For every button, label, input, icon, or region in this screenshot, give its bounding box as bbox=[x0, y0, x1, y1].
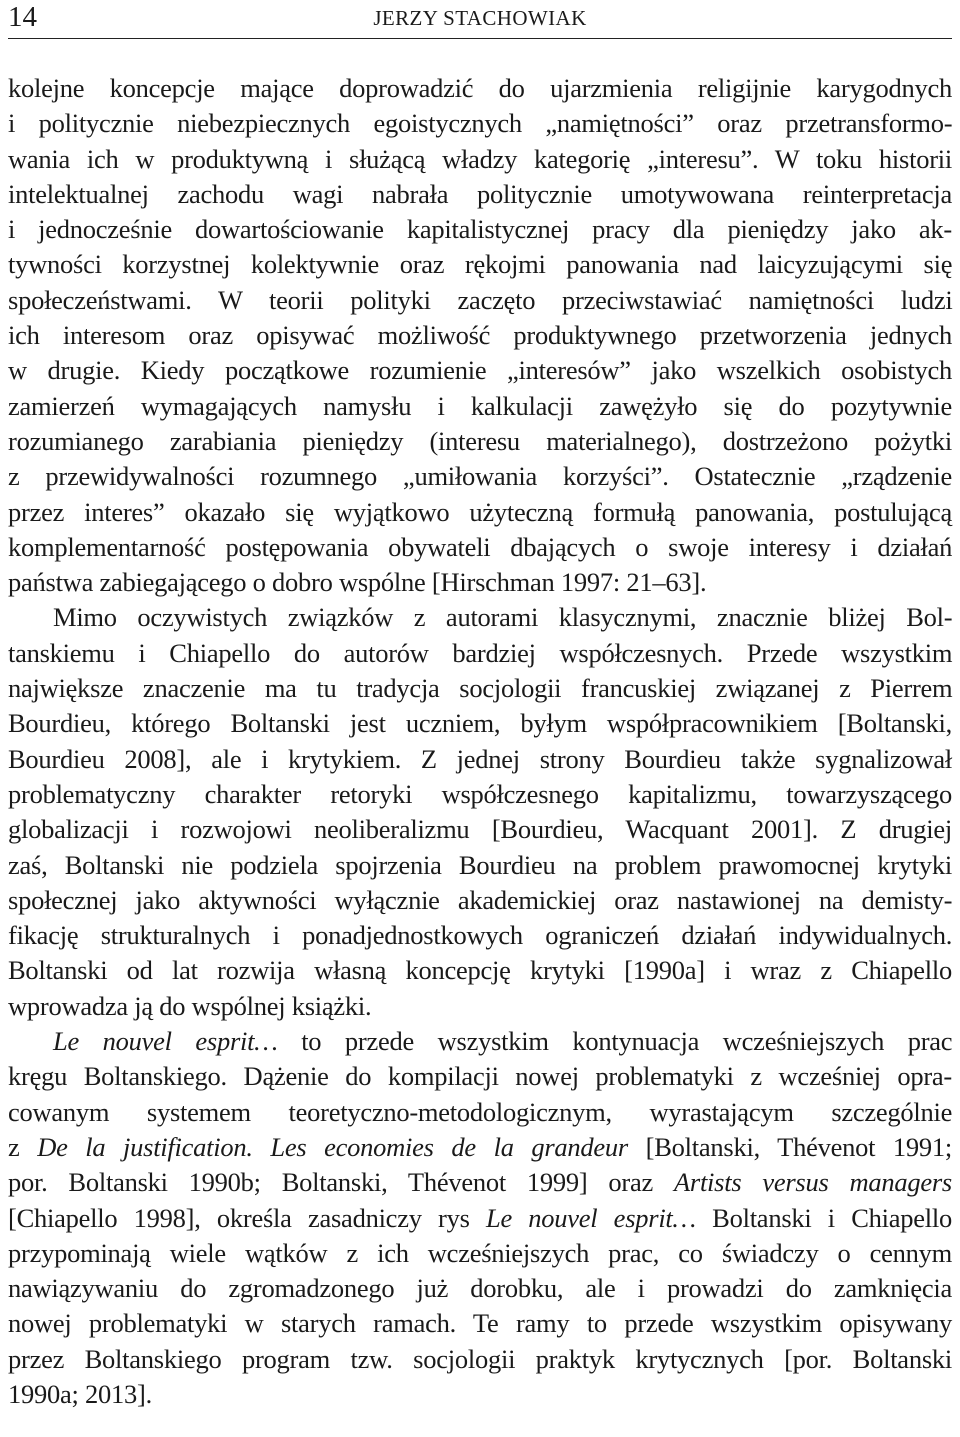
text-line: i politycznie niebezpiecznych egoistycznych „namiętności” oraz przetransformo- bbox=[8, 108, 953, 139]
book-page bbox=[8, 0, 952, 1437]
book-title-italic: Le nouvel esprit… bbox=[53, 1026, 278, 1057]
text-line: państwa zabiegającego o dobro wspólne [Hirschman 1997: 21–63]. bbox=[8, 567, 707, 598]
text-line: globalizacji i rozwojowi neoliberalizmu [Bourdieu, Wacquant 2001]. Z drugiej bbox=[8, 814, 952, 845]
body-text bbox=[8, 71, 952, 1412]
text-line: wania ich w produktywną i służącą władzy kategorię „interesu”. W toku historii bbox=[8, 143, 952, 174]
text-line: przez interes” okazało się wyjątkowo użyteczną formułą panowania, postulującą bbox=[8, 496, 953, 527]
text-line: z przewidywalności rozumnego „umiłowania korzyści”. Ostatecznie „rządzenie bbox=[8, 461, 952, 492]
text-line bbox=[8, 1201, 952, 1236]
paragraph-2 bbox=[8, 600, 952, 1024]
text-line: zamierzeń wymagających namysłu i kalkulacji zawężyło się do pozytywnie bbox=[8, 390, 952, 421]
text-line: cowanym systemem teoretyczno-metodologicznym, wyrastającym szczególnie bbox=[8, 1096, 953, 1127]
text-fragment: Boltanski i Chiapello bbox=[695, 1202, 952, 1233]
running-head: JERZY STACHOWIAK bbox=[373, 6, 587, 30]
text-line: Bourdieu 2008], ale i krytykiem. Z jednej strony Bourdieu także sygnalizował bbox=[8, 743, 952, 774]
text-line: zaś, Boltanski nie podziela spojrzenia Bourdieu na problem prawomocnej krytyki bbox=[8, 849, 952, 880]
book-title-italic: De la justification. Les economies de la grandeur bbox=[37, 1131, 628, 1162]
text-fragment: to przede wszystkim kontynuacja wcześniejszych prac bbox=[277, 1026, 953, 1057]
text-line: rozumianego zarabiania pieniędzy (interesu materialnego), dostrzeżono pożytki bbox=[8, 425, 952, 456]
text-line: społecznej jako aktywności wyłącznie akademickiej oraz nastawionej na demisty- bbox=[8, 884, 953, 915]
text-line: tywności korzystnej kolektywnie oraz rękojmi panowania nad laicyzującymi się bbox=[8, 249, 953, 280]
text-line bbox=[8, 1165, 952, 1200]
text-line: komplementarność postępowania obywateli dbających o swoje interesy i działań bbox=[8, 531, 953, 562]
text-fragment: [Chiapello 1998], określa zasadniczy rys bbox=[8, 1202, 486, 1233]
text-line: nawiązywaniu do zgromadzonego już dorobku, ale i prowadzi do zamknięcia bbox=[8, 1273, 952, 1304]
text-line: tanskiemu i Chiapello do autorów bardziej współczesnych. Przede wszystkim bbox=[8, 637, 953, 668]
text-line bbox=[8, 1024, 952, 1059]
text-line: przez Boltanskiego program tzw. socjologii praktyk krytycznych [por. Boltanski bbox=[8, 1343, 952, 1374]
page-number: 14 bbox=[8, 1, 37, 33]
text-line: 1990a; 2013]. bbox=[8, 1378, 152, 1409]
paragraph-3 bbox=[8, 1024, 952, 1412]
text-line: i jednocześnie dowartościowanie kapitalistycznej pracy dla pieniędzy jako ak- bbox=[8, 214, 952, 245]
text-line: ich interesom oraz opisywać możliwość produktywnego przetworzenia jednych bbox=[8, 320, 952, 351]
paragraph-1 bbox=[8, 71, 952, 600]
text-line: przypominają wiele wątków z ich wcześniejszych prac, co świadczy o cennym bbox=[8, 1237, 952, 1268]
text-line: intelektualnej zachodu wagi nabrała politycznie umotywowana reinterpretacja bbox=[8, 178, 952, 209]
book-title-italic: Artists versus managers bbox=[673, 1167, 952, 1198]
text-line: Bourdieu, którego Boltanski jest uczniem, byłym współpracownikiem [Boltanski, bbox=[8, 708, 952, 739]
text-line: wprowadza ją do wspólnej książki. bbox=[8, 990, 372, 1021]
text-fragment: [Boltanski, Thévenot 1991; bbox=[628, 1131, 952, 1162]
text-line: Mimo oczywistych związków z autorami klasycznymi, znacznie bliżej Bol- bbox=[53, 602, 953, 633]
text-line bbox=[8, 1130, 952, 1165]
text-line: w drugie. Kiedy początkowe rozumienie „interesów” jako wszelkich osobistych bbox=[8, 355, 952, 386]
text-line: kręgu Boltanskiego. Dążenie do kompilacji nowej problematyki z wcześniej opra- bbox=[8, 1061, 952, 1092]
text-fragment: por. Boltanski 1990b; Boltanski, Thévenot 1999] oraz bbox=[8, 1167, 674, 1198]
text-line: Boltanski od lat rozwija własną koncepcję krytyki [1990a] i wraz z Chiapello bbox=[8, 955, 952, 986]
text-line: fikację strukturalnych i ponadjednostkowych ograniczeń działań indywidualnych. bbox=[8, 920, 953, 951]
text-line: problematyczny charakter retoryki współczesnego kapitalizmu, towarzyszącego bbox=[8, 778, 952, 809]
text-line: największe znaczenie ma tu tradycja socjologii francuskiej związanej z Pierrem bbox=[8, 673, 953, 704]
text-fragment: z bbox=[8, 1131, 38, 1162]
book-title-italic: Le nouvel esprit… bbox=[485, 1202, 696, 1233]
text-line: społeczeństwami. W teorii polityki zaczęto przeciwstawiać namiętności ludzi bbox=[8, 284, 953, 315]
page-header bbox=[8, 0, 952, 39]
text-line: nowej problematyki w starych ramach. Te ramy to przede wszystkim opisywany bbox=[8, 1308, 952, 1339]
text-line: kolejne koncepcje mające doprowadzić do ujarzmienia religijnie karygodnych bbox=[8, 73, 952, 103]
